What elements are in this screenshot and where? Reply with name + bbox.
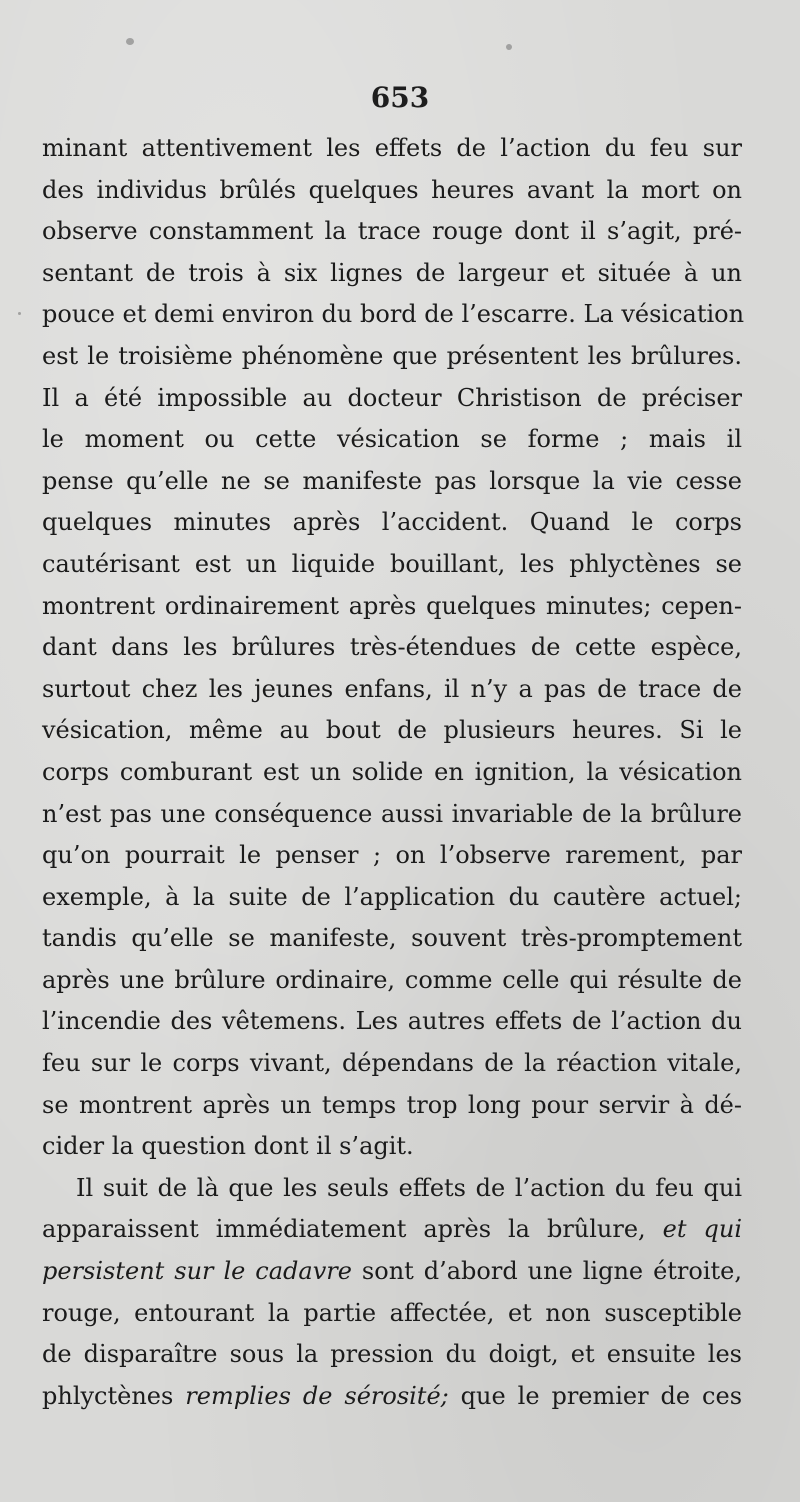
text-line: [42, 586, 742, 628]
text-line: [42, 752, 742, 794]
text-segment: observe constamment la trace rouge dont il s’agit, pré-: [42, 217, 742, 246]
text-segment: pense qu’elle ne se manifeste pas lorsque la vie cesse: [42, 466, 742, 495]
text-segment: feu sur le corps vivant, dépendans de la réaction vitale,: [42, 1049, 742, 1078]
text-line: [42, 1001, 742, 1043]
text-segment: minant attentivement les effets de l’action du feu sur: [42, 134, 742, 162]
italic-text: persistent sur le cadavre: [42, 1257, 352, 1286]
text-segment: dant dans les brûlures très-étendues de cette espèce,: [42, 633, 742, 662]
text-segment: vésication, même au bout de plusieurs heures. Si le: [42, 716, 742, 745]
text-segment: qu’on pourrait le penser ; on l’observe rarement, par: [42, 841, 742, 870]
text-segment: que le premier de ces: [448, 1381, 743, 1410]
text-segment: l’incendie des vêtemens. Les autres effets de l’action du: [42, 1007, 742, 1036]
text-segment: surtout chez les jeunes enfans, il n’y a pas de trace de: [42, 674, 742, 703]
text-segment: tandis qu’elle se manifeste, souvent très-promptement: [42, 924, 742, 953]
text-line: [42, 794, 742, 836]
text-line: [42, 336, 742, 378]
text-segment: est le troisième phénomène que présentent les brûlures.: [42, 341, 742, 370]
text-line: [42, 544, 742, 586]
text-line: [42, 502, 742, 544]
text-segment: Il a été impossible au docteur Christison de préciser: [42, 383, 742, 412]
text-segment: sont d’abord une ligne étroite,: [351, 1257, 743, 1286]
text-line: [42, 877, 742, 919]
text-segment: de disparaître sous la pression du doigt, et ensuite les: [42, 1340, 742, 1369]
text-line: [42, 1043, 742, 1085]
text-line: [42, 960, 742, 1002]
text-line: [42, 1126, 742, 1168]
ink-speck: [18, 312, 21, 315]
text-segment: corps comburant est un solide en ignition, la vésication: [42, 757, 742, 786]
text-line: [42, 461, 742, 503]
italic-text: remplies de sérosité;: [185, 1381, 449, 1410]
text-line: [42, 1334, 742, 1376]
italic-text: et qui: [662, 1215, 742, 1244]
body-text: [42, 128, 745, 1417]
text-line: [42, 669, 742, 711]
text-segment: après une brûlure ordinaire, comme celle qui résulte de: [42, 965, 742, 994]
text-line: [42, 1085, 742, 1127]
page-number: 653: [370, 81, 430, 114]
text-segment: n’est pas une conséquence aussi invariable de la brûlure: [42, 799, 742, 828]
text-segment: pouce et demi environ du bord de l’escarre. La vésication: [42, 300, 745, 329]
text-line: [42, 170, 742, 212]
text-segment: le moment ou cette vésication se forme ; mais il: [42, 425, 742, 454]
text-segment: sentant de trois à six lignes de largeur et située à un: [42, 258, 742, 287]
text-segment: se montrent après un temps trop long pour servir à dé-: [42, 1090, 742, 1119]
text-line: [42, 1168, 742, 1210]
text-segment: phlyctènes: [42, 1381, 186, 1410]
text-segment: cider la question dont il s’agit.: [42, 1132, 414, 1161]
text-line: [42, 211, 742, 253]
text-line: [42, 1209, 742, 1251]
text-line: [42, 378, 742, 420]
text-segment: montrent ordinairement après quelques minutes; cepen-: [42, 591, 742, 620]
text-line: [42, 1293, 742, 1335]
text-line: [42, 1376, 742, 1418]
text-line: [42, 835, 742, 877]
text-segment: cautérisant est un liquide bouillant, les phlyctènes se: [42, 549, 742, 578]
text-segment: Il suit de là que les seuls effets de l’action du feu qui: [76, 1173, 742, 1202]
text-line: [42, 1251, 742, 1293]
text-line: [42, 294, 745, 336]
ink-speck: [506, 44, 512, 50]
text-segment: apparaissent immédiatement après la brûlure,: [42, 1215, 663, 1244]
text-line: [42, 419, 742, 461]
ink-speck: [126, 38, 134, 45]
text-line: [42, 128, 742, 170]
text-segment: rouge, entourant la partie affectée, et non susceptible: [42, 1298, 742, 1327]
text-segment: des individus brûlés quelques heures avant la mort on: [42, 175, 742, 204]
text-line: [42, 253, 742, 295]
text-line: [42, 627, 742, 669]
text-segment: quelques minutes après l’accident. Quand le corps: [42, 508, 742, 537]
text-line: [42, 710, 742, 752]
text-line: [42, 918, 742, 960]
text-segment: exemple, à la suite de l’application du cautère actuel;: [42, 882, 742, 911]
